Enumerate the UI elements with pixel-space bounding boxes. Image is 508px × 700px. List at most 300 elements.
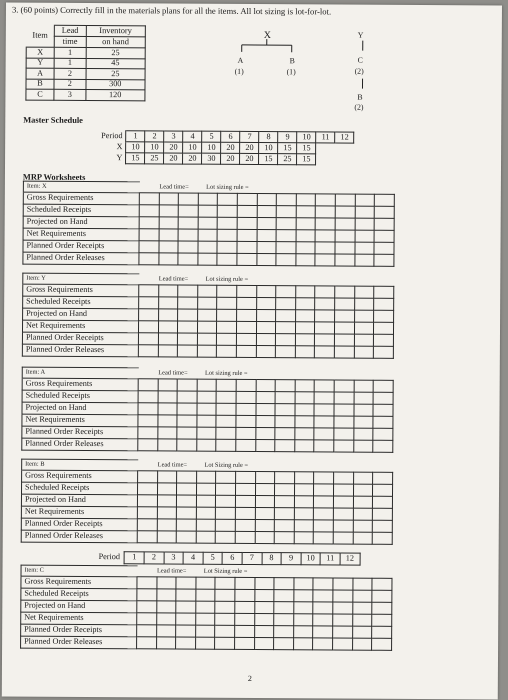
- mrp-grid-cell[interactable]: [276, 218, 296, 230]
- mrp-grid-cell[interactable]: [156, 625, 176, 637]
- mrp-grid-cell[interactable]: [295, 322, 315, 334]
- mrp-grid-cell[interactable]: [374, 298, 394, 310]
- mrp-grid-cell[interactable]: [355, 194, 375, 206]
- mrp-grid-cell[interactable]: [355, 218, 375, 230]
- mrp-grid-cell[interactable]: [374, 254, 394, 266]
- mrp-grid-cell[interactable]: [314, 440, 334, 452]
- mrp-grid-cell[interactable]: [137, 531, 157, 543]
- mrp-grid-cell[interactable]: [374, 242, 394, 254]
- mrp-grid-cell[interactable]: [137, 577, 157, 589]
- mrp-grid-cell[interactable]: [158, 321, 178, 333]
- mrp-grid-cell[interactable]: [236, 345, 256, 357]
- mrp-grid-cell[interactable]: [216, 471, 236, 483]
- mrp-grid-cell[interactable]: [256, 310, 276, 322]
- mrp-grid-cell[interactable]: [235, 589, 255, 601]
- mrp-grid-cell[interactable]: [157, 577, 177, 589]
- mrp-grid-cell[interactable]: [197, 309, 217, 321]
- mrp-grid-cell[interactable]: [354, 254, 374, 266]
- mrp-grid-cell[interactable]: [373, 428, 393, 440]
- mrp-grid-cell[interactable]: [334, 404, 354, 416]
- mrp-grid-cell[interactable]: [254, 590, 274, 602]
- mrp-grid-cell[interactable]: [237, 285, 257, 297]
- mrp-grid-cell[interactable]: [217, 285, 237, 297]
- mrp-grid-cell[interactable]: [217, 241, 237, 253]
- mrp-grid-cell[interactable]: [355, 230, 375, 242]
- mrp-grid-cell[interactable]: [178, 241, 198, 253]
- mrp-grid-cell[interactable]: [139, 229, 159, 241]
- mrp-grid-cell[interactable]: [217, 297, 237, 309]
- mrp-grid-cell[interactable]: [255, 416, 275, 428]
- mrp-grid-cell[interactable]: [315, 218, 335, 230]
- mrp-grid-cell[interactable]: [352, 578, 372, 590]
- mrp-grid-cell[interactable]: [216, 439, 236, 451]
- mrp-grid-cell[interactable]: [296, 230, 316, 242]
- mrp-grid-cell[interactable]: [333, 520, 353, 532]
- mrp-grid-cell[interactable]: [178, 297, 198, 309]
- mrp-grid-cell[interactable]: [236, 427, 256, 439]
- mrp-grid-cell[interactable]: [256, 404, 276, 416]
- mrp-grid-cell[interactable]: [335, 298, 355, 310]
- mrp-grid-cell[interactable]: [276, 322, 296, 334]
- mrp-grid-cell[interactable]: [216, 519, 236, 531]
- mrp-grid-cell[interactable]: [177, 495, 197, 507]
- mrp-grid-cell[interactable]: [158, 379, 178, 391]
- mrp-grid-cell[interactable]: [215, 589, 235, 601]
- mrp-grid-cell[interactable]: [295, 428, 315, 440]
- mrp-grid-cell[interactable]: [353, 440, 373, 452]
- mrp-grid-cell[interactable]: [195, 637, 215, 649]
- mrp-grid-cell[interactable]: [139, 297, 159, 309]
- mrp-grid-cell[interactable]: [177, 403, 197, 415]
- mrp-grid-cell[interactable]: [254, 578, 274, 590]
- mrp-grid-cell[interactable]: [217, 333, 237, 345]
- mrp-grid-cell[interactable]: [275, 496, 295, 508]
- mrp-grid-cell[interactable]: [335, 230, 355, 242]
- mrp-grid-cell[interactable]: [215, 577, 235, 589]
- mrp-grid-cell[interactable]: [256, 254, 276, 266]
- mrp-grid-cell[interactable]: [139, 285, 159, 297]
- mrp-grid-cell[interactable]: [178, 345, 198, 357]
- mrp-grid-cell[interactable]: [216, 415, 236, 427]
- mrp-grid-cell[interactable]: [372, 520, 392, 532]
- mrp-grid-cell[interactable]: [178, 205, 198, 217]
- mrp-grid-cell[interactable]: [196, 471, 216, 483]
- mrp-grid-cell[interactable]: [295, 380, 315, 392]
- mrp-grid-cell[interactable]: [334, 392, 354, 404]
- mrp-grid-cell[interactable]: [197, 333, 217, 345]
- mrp-grid-cell[interactable]: [159, 217, 179, 229]
- mrp-grid-cell[interactable]: [354, 298, 374, 310]
- mrp-grid-cell[interactable]: [276, 254, 296, 266]
- mrp-grid-cell[interactable]: [256, 392, 276, 404]
- mrp-grid-cell[interactable]: [178, 229, 198, 241]
- mrp-grid-cell[interactable]: [374, 286, 394, 298]
- mrp-grid-cell[interactable]: [158, 391, 178, 403]
- mrp-grid-cell[interactable]: [217, 253, 237, 265]
- mrp-grid-cell[interactable]: [255, 428, 275, 440]
- mrp-grid-cell[interactable]: [313, 638, 333, 650]
- mrp-grid-cell[interactable]: [159, 241, 179, 253]
- mrp-grid-cell[interactable]: [196, 577, 216, 589]
- mrp-grid-cell[interactable]: [255, 440, 275, 452]
- mrp-grid-cell[interactable]: [276, 242, 296, 254]
- mrp-grid-cell[interactable]: [373, 484, 393, 496]
- mrp-grid-cell[interactable]: [215, 625, 235, 637]
- mrp-grid-cell[interactable]: [294, 520, 314, 532]
- mrp-grid-cell[interactable]: [333, 614, 353, 626]
- mrp-grid-cell[interactable]: [332, 638, 352, 650]
- mrp-grid-cell[interactable]: [353, 520, 373, 532]
- mrp-grid-cell[interactable]: [296, 242, 316, 254]
- mrp-grid-cell[interactable]: [255, 532, 275, 544]
- mrp-grid-cell[interactable]: [354, 392, 374, 404]
- mrp-grid-cell[interactable]: [235, 531, 255, 543]
- mrp-grid-cell[interactable]: [158, 415, 178, 427]
- mrp-grid-cell[interactable]: [235, 601, 255, 613]
- mrp-grid-cell[interactable]: [314, 520, 334, 532]
- mrp-grid-cell[interactable]: [156, 589, 176, 601]
- mrp-grid-cell[interactable]: [157, 439, 177, 451]
- mrp-grid-cell[interactable]: [276, 298, 296, 310]
- mrp-grid-cell[interactable]: [354, 310, 374, 322]
- mrp-grid-cell[interactable]: [198, 253, 218, 265]
- mrp-grid-cell[interactable]: [254, 602, 274, 614]
- mrp-grid-cell[interactable]: [335, 254, 355, 266]
- mrp-grid-cell[interactable]: [353, 472, 373, 484]
- mrp-grid-cell[interactable]: [293, 638, 313, 650]
- mrp-grid-cell[interactable]: [237, 309, 257, 321]
- mrp-grid-cell[interactable]: [176, 625, 196, 637]
- mrp-grid-cell[interactable]: [157, 507, 177, 519]
- mrp-grid-cell[interactable]: [197, 379, 217, 391]
- mrp-grid-cell[interactable]: [235, 637, 255, 649]
- mrp-grid-cell[interactable]: [334, 322, 354, 334]
- mrp-grid-cell[interactable]: [294, 578, 314, 590]
- mrp-grid-cell[interactable]: [334, 428, 354, 440]
- mrp-grid-cell[interactable]: [159, 193, 179, 205]
- mrp-grid-cell[interactable]: [139, 309, 159, 321]
- mrp-grid-cell[interactable]: [196, 531, 216, 543]
- mrp-grid-cell[interactable]: [197, 391, 217, 403]
- mrp-grid-cell[interactable]: [274, 520, 294, 532]
- mrp-grid-cell[interactable]: [274, 532, 294, 544]
- mrp-grid-cell[interactable]: [275, 472, 295, 484]
- mrp-grid-cell[interactable]: [334, 472, 354, 484]
- mrp-grid-cell[interactable]: [275, 392, 295, 404]
- mrp-grid-cell[interactable]: [315, 310, 335, 322]
- mrp-grid-cell[interactable]: [315, 322, 335, 334]
- mrp-grid-cell[interactable]: [333, 484, 353, 496]
- mrp-grid-cell[interactable]: [372, 638, 392, 650]
- mrp-grid-cell[interactable]: [235, 519, 255, 531]
- mrp-grid-cell[interactable]: [178, 193, 198, 205]
- mrp-grid-cell[interactable]: [235, 495, 255, 507]
- mrp-grid-cell[interactable]: [237, 297, 257, 309]
- mrp-grid-cell[interactable]: [255, 496, 275, 508]
- mrp-grid-cell[interactable]: [374, 218, 394, 230]
- mrp-grid-cell[interactable]: [295, 392, 315, 404]
- mrp-grid-cell[interactable]: [196, 589, 216, 601]
- mrp-grid-cell[interactable]: [275, 484, 295, 496]
- mrp-grid-cell[interactable]: [197, 297, 217, 309]
- mrp-grid-cell[interactable]: [314, 532, 334, 544]
- mrp-grid-cell[interactable]: [157, 531, 177, 543]
- mrp-grid-cell[interactable]: [314, 416, 334, 428]
- mrp-grid-cell[interactable]: [138, 333, 158, 345]
- mrp-grid-cell[interactable]: [315, 254, 335, 266]
- mrp-grid-cell[interactable]: [256, 380, 276, 392]
- mrp-grid-cell[interactable]: [295, 346, 315, 358]
- mrp-grid-cell[interactable]: [137, 637, 157, 649]
- mrp-grid-cell[interactable]: [236, 415, 256, 427]
- mrp-grid-cell[interactable]: [254, 638, 274, 650]
- mrp-grid-cell[interactable]: [333, 578, 353, 590]
- mrp-grid-cell[interactable]: [313, 578, 333, 590]
- mrp-grid-cell[interactable]: [353, 416, 373, 428]
- mrp-grid-cell[interactable]: [354, 322, 374, 334]
- mrp-grid-cell[interactable]: [276, 310, 296, 322]
- mrp-grid-cell[interactable]: [274, 614, 294, 626]
- mrp-grid-cell[interactable]: [372, 578, 392, 590]
- mrp-grid-cell[interactable]: [294, 532, 314, 544]
- mrp-grid-cell[interactable]: [352, 614, 372, 626]
- mrp-grid-cell[interactable]: [198, 217, 218, 229]
- mrp-grid-cell[interactable]: [314, 472, 334, 484]
- mrp-grid-cell[interactable]: [139, 241, 159, 253]
- mrp-grid-cell[interactable]: [137, 589, 157, 601]
- mrp-grid-cell[interactable]: [198, 205, 218, 217]
- mrp-grid-cell[interactable]: [218, 205, 238, 217]
- mrp-grid-cell[interactable]: [333, 626, 353, 638]
- mrp-grid-cell[interactable]: [276, 194, 296, 206]
- mrp-grid-cell[interactable]: [256, 298, 276, 310]
- mrp-grid-cell[interactable]: [138, 415, 158, 427]
- mrp-grid-cell[interactable]: [158, 345, 178, 357]
- mrp-grid-cell[interactable]: [294, 484, 314, 496]
- mrp-grid-cell[interactable]: [178, 253, 198, 265]
- mrp-grid-cell[interactable]: [295, 298, 315, 310]
- mrp-grid-cell[interactable]: [236, 471, 256, 483]
- mrp-grid-cell[interactable]: [215, 613, 235, 625]
- mrp-grid-cell[interactable]: [177, 415, 197, 427]
- mrp-grid-cell[interactable]: [157, 519, 177, 531]
- mrp-grid-cell[interactable]: [315, 230, 335, 242]
- mrp-grid-cell[interactable]: [296, 206, 316, 218]
- mrp-grid-cell[interactable]: [295, 310, 315, 322]
- mrp-grid-cell[interactable]: [139, 193, 159, 205]
- mrp-grid-cell[interactable]: [334, 380, 354, 392]
- mrp-grid-cell[interactable]: [254, 614, 274, 626]
- mrp-grid-cell[interactable]: [176, 601, 196, 613]
- mrp-grid-cell[interactable]: [374, 194, 394, 206]
- mrp-grid-cell[interactable]: [294, 508, 314, 520]
- mrp-grid-cell[interactable]: [295, 404, 315, 416]
- mrp-grid-cell[interactable]: [335, 206, 355, 218]
- mrp-grid-cell[interactable]: [218, 193, 238, 205]
- mrp-grid-cell[interactable]: [235, 577, 255, 589]
- mrp-grid-cell[interactable]: [335, 286, 355, 298]
- mrp-grid-cell[interactable]: [314, 380, 334, 392]
- mrp-grid-cell[interactable]: [138, 471, 158, 483]
- mrp-grid-cell[interactable]: [355, 206, 375, 218]
- mrp-grid-cell[interactable]: [314, 392, 334, 404]
- mrp-grid-cell[interactable]: [137, 625, 157, 637]
- mrp-grid-cell[interactable]: [176, 531, 196, 543]
- mrp-grid-cell[interactable]: [235, 483, 255, 495]
- mrp-grid-cell[interactable]: [178, 321, 198, 333]
- mrp-grid-cell[interactable]: [352, 638, 372, 650]
- mrp-grid-cell[interactable]: [216, 403, 236, 415]
- mrp-grid-cell[interactable]: [276, 206, 296, 218]
- mrp-grid-cell[interactable]: [333, 532, 353, 544]
- mrp-grid-cell[interactable]: [333, 496, 353, 508]
- mrp-grid-cell[interactable]: [158, 253, 178, 265]
- mrp-grid-cell[interactable]: [138, 379, 158, 391]
- mrp-grid-cell[interactable]: [354, 334, 374, 346]
- mrp-grid-cell[interactable]: [215, 637, 235, 649]
- mrp-grid-cell[interactable]: [157, 427, 177, 439]
- mrp-grid-cell[interactable]: [176, 613, 196, 625]
- mrp-grid-cell[interactable]: [373, 440, 393, 452]
- mrp-grid-cell[interactable]: [197, 345, 217, 357]
- mrp-grid-cell[interactable]: [255, 484, 275, 496]
- mrp-grid-cell[interactable]: [334, 440, 354, 452]
- mrp-grid-cell[interactable]: [372, 602, 392, 614]
- mrp-grid-cell[interactable]: [335, 194, 355, 206]
- mrp-grid-cell[interactable]: [177, 483, 197, 495]
- mrp-grid-cell[interactable]: [372, 626, 392, 638]
- mrp-grid-cell[interactable]: [137, 613, 157, 625]
- mrp-grid-cell[interactable]: [335, 218, 355, 230]
- mrp-grid-cell[interactable]: [333, 508, 353, 520]
- mrp-grid-cell[interactable]: [313, 602, 333, 614]
- mrp-grid-cell[interactable]: [257, 206, 277, 218]
- mrp-grid-cell[interactable]: [196, 483, 216, 495]
- mrp-grid-cell[interactable]: [178, 217, 198, 229]
- mrp-grid-cell[interactable]: [217, 345, 237, 357]
- mrp-grid-cell[interactable]: [294, 602, 314, 614]
- mrp-grid-cell[interactable]: [235, 507, 255, 519]
- mrp-grid-cell[interactable]: [372, 590, 392, 602]
- mrp-grid-cell[interactable]: [138, 403, 158, 415]
- mrp-grid-cell[interactable]: [334, 310, 354, 322]
- mrp-grid-cell[interactable]: [373, 472, 393, 484]
- mrp-grid-cell[interactable]: [275, 440, 295, 452]
- mrp-grid-cell[interactable]: [314, 428, 334, 440]
- mrp-grid-cell[interactable]: [138, 345, 158, 357]
- mrp-grid-cell[interactable]: [197, 415, 217, 427]
- mrp-grid-cell[interactable]: [275, 346, 295, 358]
- mrp-grid-cell[interactable]: [274, 602, 294, 614]
- mrp-grid-cell[interactable]: [176, 519, 196, 531]
- mrp-grid-cell[interactable]: [178, 285, 198, 297]
- mrp-grid-cell[interactable]: [255, 472, 275, 484]
- mrp-grid-cell[interactable]: [355, 242, 375, 254]
- mrp-grid-cell[interactable]: [177, 507, 197, 519]
- mrp-grid-cell[interactable]: [236, 403, 256, 415]
- mrp-grid-cell[interactable]: [216, 483, 236, 495]
- mrp-grid-cell[interactable]: [374, 322, 394, 334]
- mrp-grid-cell[interactable]: [256, 286, 276, 298]
- mrp-grid-cell[interactable]: [139, 205, 159, 217]
- mrp-grid-cell[interactable]: [198, 229, 218, 241]
- mrp-grid-cell[interactable]: [256, 334, 276, 346]
- mrp-grid-cell[interactable]: [257, 218, 277, 230]
- mrp-grid-cell[interactable]: [217, 217, 237, 229]
- mrp-grid-cell[interactable]: [333, 602, 353, 614]
- mrp-grid-cell[interactable]: [216, 507, 236, 519]
- mrp-grid-cell[interactable]: [296, 194, 316, 206]
- mrp-grid-cell[interactable]: [315, 298, 335, 310]
- mrp-grid-cell[interactable]: [177, 427, 197, 439]
- mrp-grid-cell[interactable]: [353, 532, 373, 544]
- mrp-grid-cell[interactable]: [274, 638, 294, 650]
- mrp-grid-cell[interactable]: [256, 322, 276, 334]
- mrp-grid-cell[interactable]: [159, 229, 179, 241]
- mrp-grid-cell[interactable]: [374, 206, 394, 218]
- mrp-grid-cell[interactable]: [276, 230, 296, 242]
- mrp-grid-cell[interactable]: [257, 230, 277, 242]
- mrp-grid-cell[interactable]: [137, 495, 157, 507]
- mrp-grid-cell[interactable]: [374, 230, 394, 242]
- mrp-grid-cell[interactable]: [296, 254, 316, 266]
- mrp-grid-cell[interactable]: [158, 309, 178, 321]
- mrp-grid-cell[interactable]: [178, 309, 198, 321]
- mrp-grid-cell[interactable]: [295, 416, 315, 428]
- mrp-grid-cell[interactable]: [275, 416, 295, 428]
- mrp-grid-cell[interactable]: [216, 391, 236, 403]
- mrp-grid-cell[interactable]: [314, 508, 334, 520]
- mrp-grid-cell[interactable]: [216, 427, 236, 439]
- mrp-grid-cell[interactable]: [178, 333, 198, 345]
- mrp-grid-cell[interactable]: [372, 508, 392, 520]
- mrp-grid-cell[interactable]: [276, 286, 296, 298]
- mrp-grid-cell[interactable]: [295, 286, 315, 298]
- mrp-grid-cell[interactable]: [314, 484, 334, 496]
- mrp-grid-cell[interactable]: [177, 471, 197, 483]
- mrp-grid-cell[interactable]: [198, 241, 218, 253]
- mrp-grid-cell[interactable]: [137, 507, 157, 519]
- mrp-grid-cell[interactable]: [197, 321, 217, 333]
- mrp-grid-cell[interactable]: [373, 404, 393, 416]
- mrp-grid-cell[interactable]: [236, 439, 256, 451]
- mrp-grid-cell[interactable]: [236, 391, 256, 403]
- mrp-grid-cell[interactable]: [157, 483, 177, 495]
- mrp-grid-cell[interactable]: [294, 590, 314, 602]
- mrp-grid-cell[interactable]: [156, 637, 176, 649]
- mrp-grid-cell[interactable]: [275, 428, 295, 440]
- mrp-grid-cell[interactable]: [314, 404, 334, 416]
- mrp-grid-cell[interactable]: [256, 346, 276, 358]
- mrp-grid-cell[interactable]: [313, 590, 333, 602]
- mrp-grid-cell[interactable]: [316, 206, 336, 218]
- mrp-grid-cell[interactable]: [353, 484, 373, 496]
- mrp-grid-cell[interactable]: [295, 440, 315, 452]
- mrp-grid-cell[interactable]: [237, 229, 257, 241]
- mrp-grid-cell[interactable]: [296, 218, 316, 230]
- mrp-grid-cell[interactable]: [352, 602, 372, 614]
- mrp-grid-cell[interactable]: [176, 577, 196, 589]
- mrp-grid-cell[interactable]: [333, 590, 353, 602]
- mrp-grid-cell[interactable]: [313, 626, 333, 638]
- mrp-grid-cell[interactable]: [275, 380, 295, 392]
- mrp-grid-cell[interactable]: [254, 626, 274, 638]
- mrp-grid-cell[interactable]: [138, 427, 158, 439]
- mrp-grid-cell[interactable]: [274, 590, 294, 602]
- mrp-grid-cell[interactable]: [275, 404, 295, 416]
- mrp-grid-cell[interactable]: [139, 253, 159, 265]
- mrp-grid-cell[interactable]: [237, 205, 257, 217]
